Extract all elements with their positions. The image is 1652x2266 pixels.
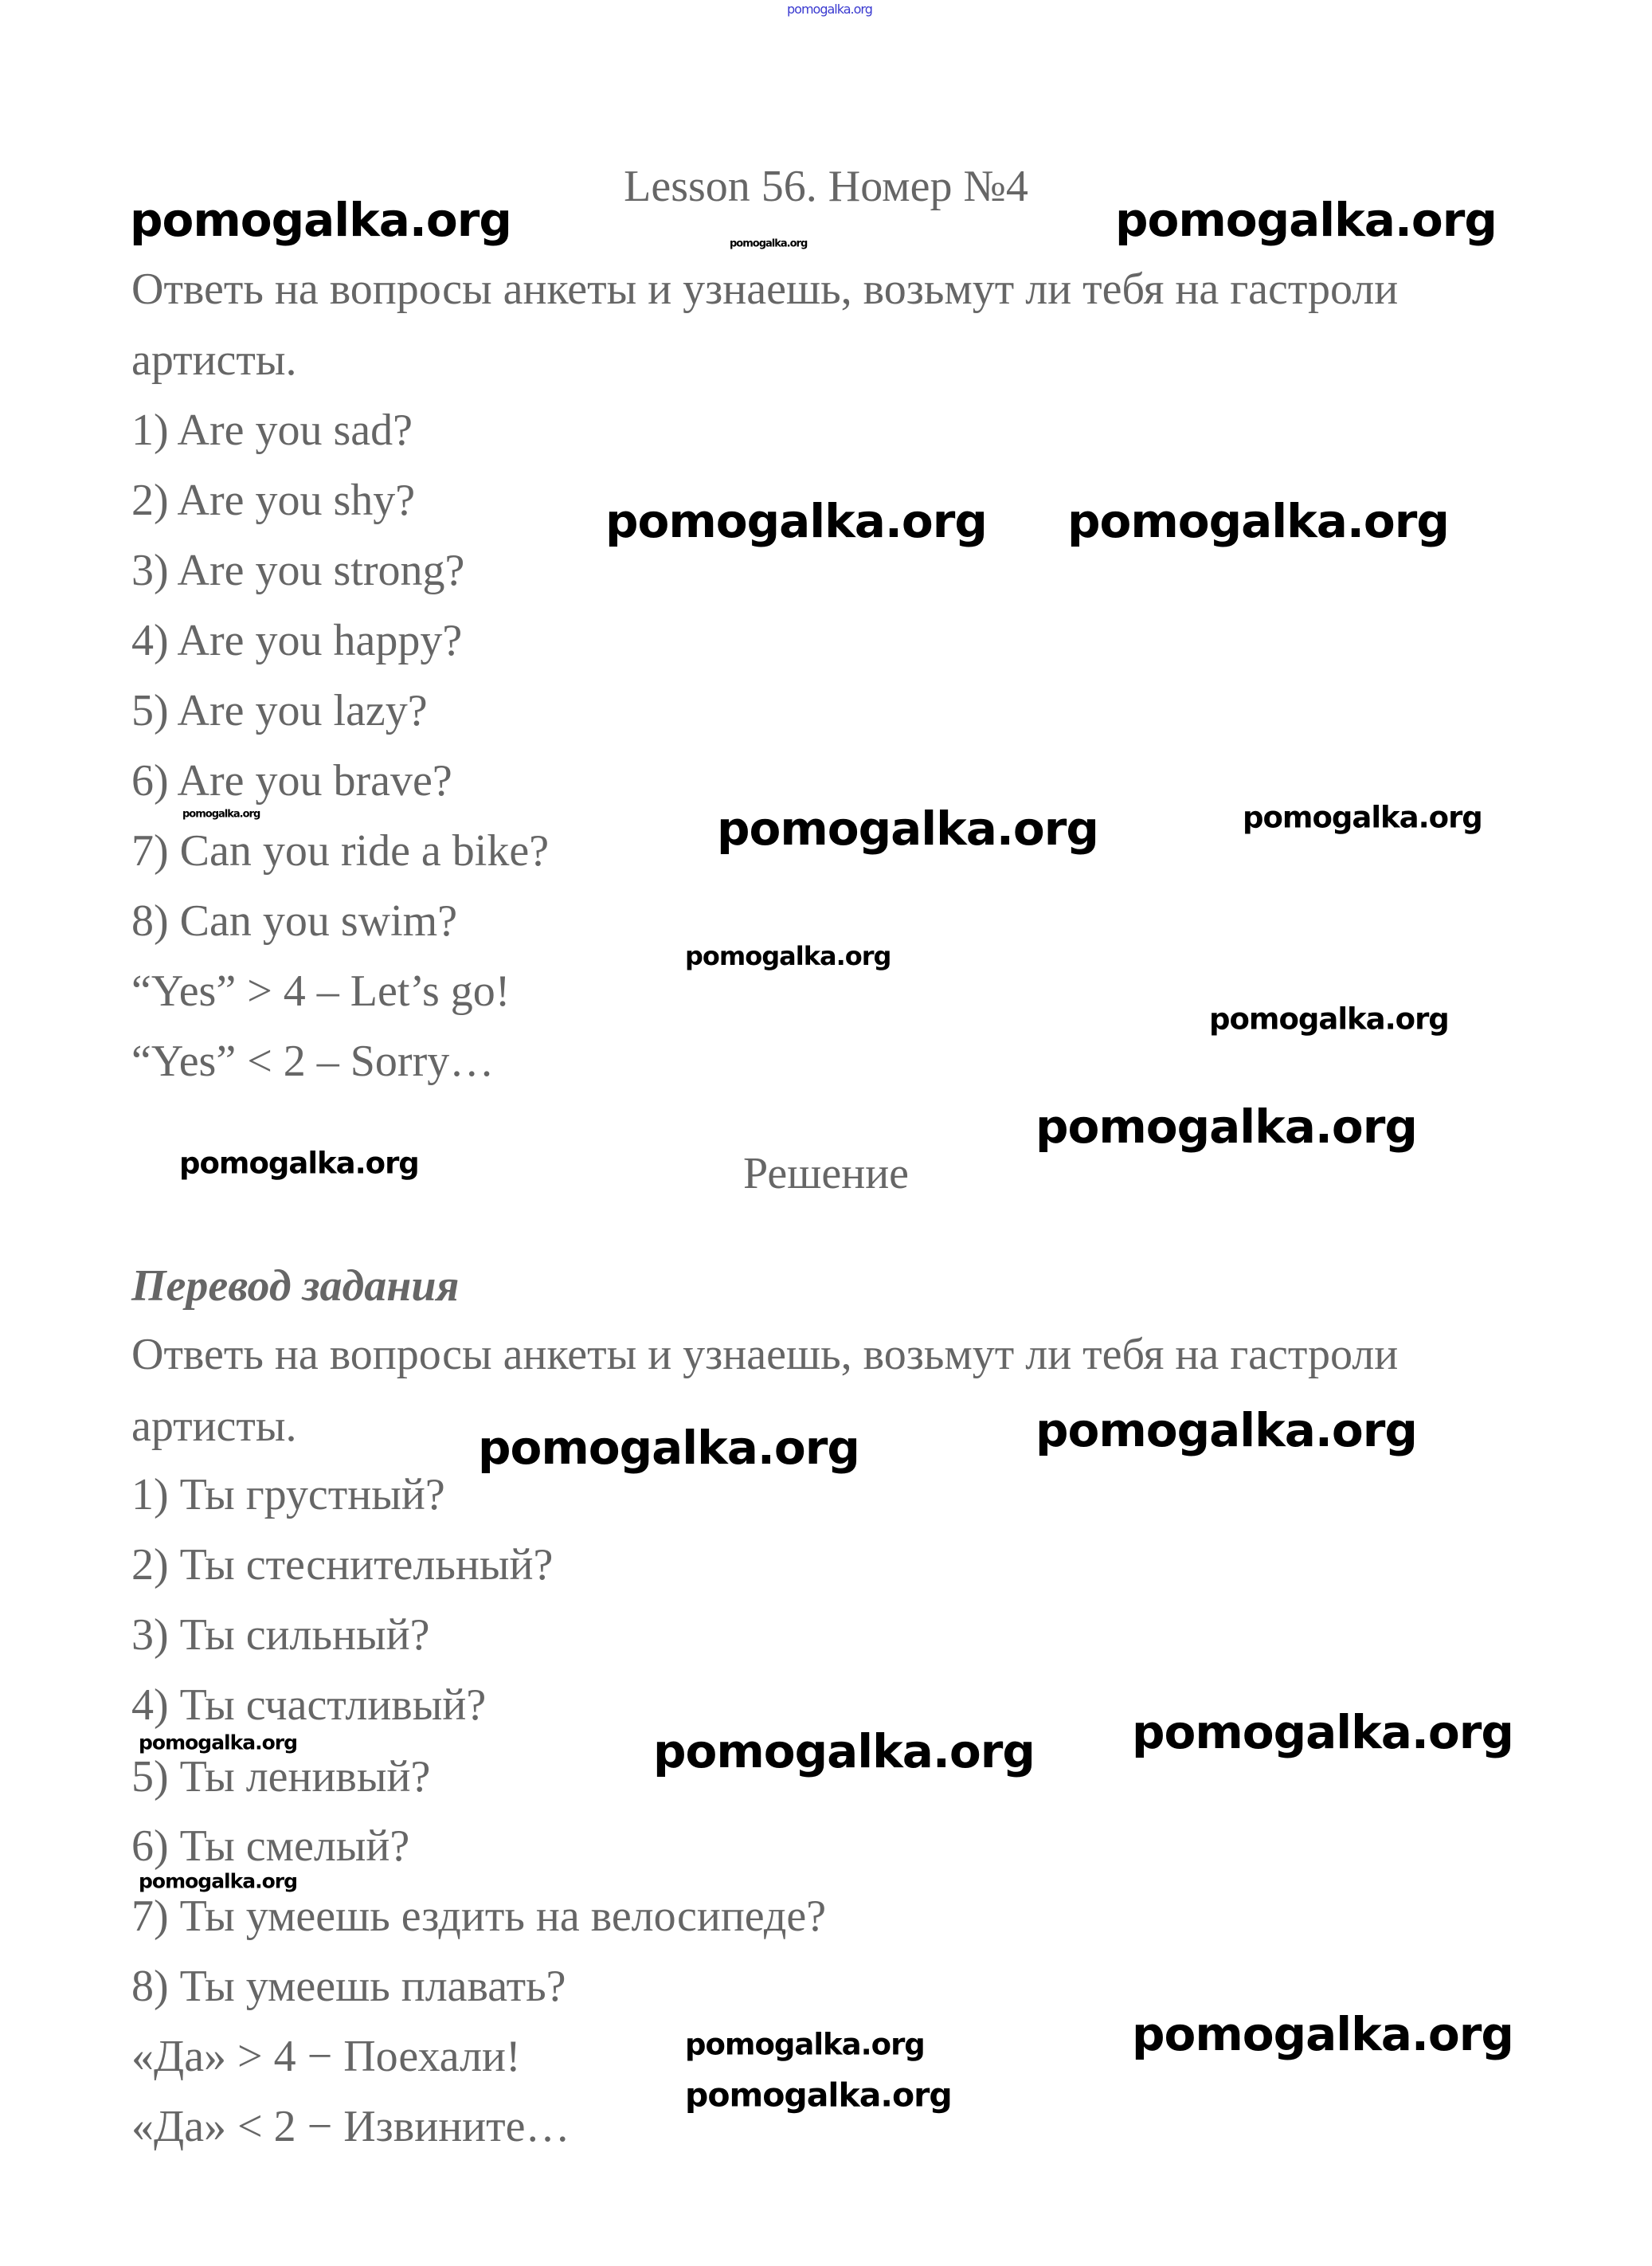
- translation-question-4: 4) Ты счастливый?: [131, 1680, 487, 1730]
- question-4: 4) Are you happy?: [131, 616, 463, 665]
- question-1: 1) Are you sad?: [131, 406, 413, 455]
- translation-heading: Перевод задания: [131, 1261, 460, 1311]
- watermark: pomogalka.org: [139, 1731, 298, 1754]
- translation-question-7: 7) Ты умеешь ездить на велосипеде?: [131, 1892, 827, 1941]
- translation-question-5: 5) Ты ленивый?: [131, 1752, 431, 1801]
- watermark: pomogalka.org: [139, 1869, 298, 1893]
- watermark: pomogalka.org: [717, 802, 1098, 856]
- translation-line1: Ответь на вопросы анкеты и узнаешь, возьмут ли тебя на гастроли: [131, 1330, 1399, 1379]
- translation-question-1: 1) Ты грустный?: [131, 1470, 445, 1519]
- translation-line2: артисты.: [131, 1402, 297, 1451]
- translation-question-3: 3) Ты сильный?: [131, 1610, 430, 1660]
- question-5: 5) Are you lazy?: [131, 686, 428, 735]
- task-text-line2: артисты.: [131, 335, 297, 385]
- watermark: pomogalka.org: [179, 1146, 419, 1181]
- question-2: 2) Are you shy?: [131, 476, 416, 525]
- watermark: pomogalka.org: [182, 808, 260, 821]
- translation-result-1: «Да» > 4 − Поехали!: [131, 2032, 521, 2081]
- site-watermark-top: pomogalka.org: [787, 2, 872, 17]
- watermark: pomogalka.org: [685, 2076, 952, 2115]
- watermark: pomogalka.org: [653, 1724, 1035, 1778]
- result-2: “Yes” < 2 – Sorry…: [131, 1037, 495, 1086]
- watermark: pomogalka.org: [1115, 193, 1497, 247]
- watermark: pomogalka.org: [605, 494, 987, 548]
- page-title: Lesson 56. Номер №4: [624, 162, 1028, 211]
- translation-result-2: «Да» < 2 − Извините…: [131, 2102, 570, 2151]
- watermark: pomogalka.org: [1243, 800, 1482, 835]
- watermark: pomogalka.org: [1132, 1705, 1513, 1759]
- question-8: 8) Can you swim?: [131, 896, 458, 946]
- translation-question-2: 2) Ты стеснительный?: [131, 1540, 554, 1590]
- result-1: “Yes” > 4 – Let’s go!: [131, 966, 511, 1016]
- question-6: 6) Are you brave?: [131, 756, 452, 806]
- watermark: pomogalka.org: [130, 193, 511, 247]
- question-7: 7) Can you ride a bike?: [131, 826, 550, 876]
- watermark: pomogalka.org: [685, 2027, 925, 2062]
- solution-heading: Решение: [742, 1149, 910, 1198]
- watermark: pomogalka.org: [685, 941, 891, 971]
- translation-question-6: 6) Ты смелый?: [131, 1821, 410, 1871]
- watermark: pomogalka.org: [1132, 2007, 1513, 2061]
- task-text-line1: Ответь на вопросы анкеты и узнаешь, возьмут ли тебя на гастроли: [131, 265, 1399, 314]
- translation-question-8: 8) Ты умеешь плавать?: [131, 1962, 566, 2011]
- watermark: pomogalka.org: [1035, 1100, 1417, 1154]
- watermark: pomogalka.org: [478, 1421, 859, 1475]
- watermark: pomogalka.org: [1035, 1403, 1417, 1457]
- watermark: pomogalka.org: [730, 237, 808, 250]
- watermark: pomogalka.org: [1067, 494, 1449, 548]
- question-3: 3) Are you strong?: [131, 546, 465, 595]
- watermark: pomogalka.org: [1209, 1002, 1449, 1037]
